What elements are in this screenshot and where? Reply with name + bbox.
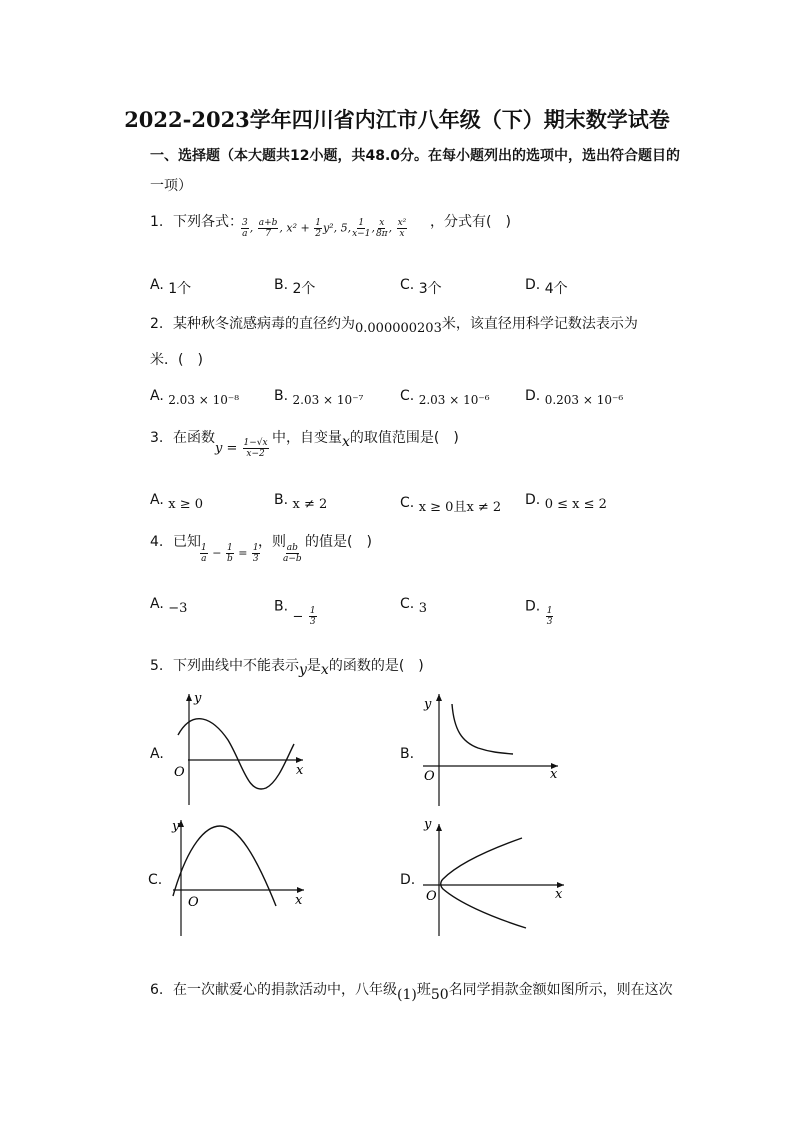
q1-option-d[interactable]: D. 4个 xyxy=(525,277,568,297)
q2-option-b[interactable]: B. 2.03 × 10⁻⁷ xyxy=(274,388,364,407)
q4-option-c[interactable]: C. 3 xyxy=(400,596,427,616)
q4-option-d[interactable]: D. $\frac{1}{3}$ xyxy=(525,598,553,627)
q1-number: 1. xyxy=(150,214,164,230)
q4-number: 4. xyxy=(150,534,164,550)
graph-c-x-label: x xyxy=(295,893,303,908)
q3-option-a[interactable]: A. x ≥ 0 xyxy=(150,492,203,512)
q5-graph-b[interactable] xyxy=(418,690,568,814)
q5-option-b-label[interactable]: B. xyxy=(400,746,415,762)
graph-d-x-label: x xyxy=(555,887,563,902)
section-heading-line1: 一、选择题（本大题共12小题，共48.0分。在每小题列出的选项中，选出符合题目的 xyxy=(150,148,681,164)
q4-option-b[interactable]: B. − $\frac{1}{3}$ xyxy=(274,598,316,627)
q5-graph-c[interactable] xyxy=(168,814,318,943)
q6-number: 6. xyxy=(150,982,164,998)
graph-a-origin: O xyxy=(174,765,185,780)
q1-option-b[interactable]: B. 2个 xyxy=(274,277,316,297)
page-title: 2022-2023学年四川省内江市八年级（下）期末数学试卷 xyxy=(124,107,670,132)
q5-option-a-label[interactable]: A. xyxy=(150,746,164,762)
q5-number: 5. xyxy=(150,658,164,674)
q5-graph-a[interactable] xyxy=(168,690,318,814)
q1-expression: $\frac{3}{a}$ , $\frac{a+b}{7}$ , x² + $\frac{1}{2}$ y², 5, $\frac{1}{x-1}$ , $\frac{x}{8\pi}$ , $\frac{\text{x²}}{x}$ xyxy=(242,218,407,239)
q5-text: 下列曲线中不能表示y是x的函数的是( ) xyxy=(173,658,424,678)
graph-b-y-label: y xyxy=(424,697,432,712)
q2-number: 2. xyxy=(150,316,164,332)
graph-c-origin: O xyxy=(188,895,199,910)
q2-option-d[interactable]: D. 0.203 × 10⁻⁶ xyxy=(525,388,624,407)
q2-option-a[interactable]: A. 2.03 × 10⁻⁸ xyxy=(150,388,240,407)
q1-option-a[interactable]: A. 1个 xyxy=(150,277,192,297)
q5-option-d-label[interactable]: D. xyxy=(400,872,416,888)
graph-a-y-label: y xyxy=(194,691,202,706)
q3-option-c[interactable]: C. x ≥ 0且x ≠ 2 xyxy=(400,495,502,515)
q3-text1: 在函数 xyxy=(173,430,215,446)
q3-text2: 中，自变量x的取值范围是( ) xyxy=(272,430,459,450)
graph-d-y-label: y xyxy=(424,817,432,832)
q4-text1: 已知 xyxy=(173,534,201,550)
q3-number: 3. xyxy=(150,430,164,446)
q2-line1: 某种秋冬流感病毒的直径约为0.000000203米，该直径用科学记数法表示为 xyxy=(173,316,638,336)
graph-a-x-label: x xyxy=(296,763,304,778)
q3-option-b[interactable]: B. x ≠ 2 xyxy=(274,492,328,512)
q2-line2: 米．( ) xyxy=(150,352,203,368)
q4-text2: ，则 xyxy=(258,534,286,550)
q1-option-c[interactable]: C. 3个 xyxy=(400,277,442,297)
graph-d-origin: O xyxy=(426,889,437,904)
graph-b-origin: O xyxy=(424,769,435,784)
q4-option-a[interactable]: A. −3 xyxy=(150,596,188,616)
graph-b-x-label: x xyxy=(550,767,558,782)
q1-tail: ，分式有( ) xyxy=(430,214,511,230)
q5-option-c-label[interactable]: C. xyxy=(148,872,163,888)
q3-function: y = $\frac{1-√x}{x-2}$ xyxy=(215,438,268,459)
q4-condition: $\frac{1}{a}$ − $\frac{1}{b}$ = $\frac{1}{3}$ xyxy=(201,543,259,564)
graph-c-y-label: y xyxy=(172,819,180,834)
q3-option-d[interactable]: D. 0 ≤ x ≤ 2 xyxy=(525,492,607,512)
q1-text: 下列各式： xyxy=(173,214,243,230)
q4-text3: 的值是( ) xyxy=(305,534,372,550)
section-heading-line2: 一项） xyxy=(150,178,192,194)
q4-query: $\frac{ab}{a-b}$ xyxy=(283,543,302,564)
q6-text: 在一次献爱心的捐款活动中，八年级(1)班50名同学捐款金额如图所示，则在这次 xyxy=(173,982,673,1003)
q5-graph-d[interactable] xyxy=(418,814,568,943)
q2-option-c[interactable]: C. 2.03 × 10⁻⁶ xyxy=(400,388,490,407)
